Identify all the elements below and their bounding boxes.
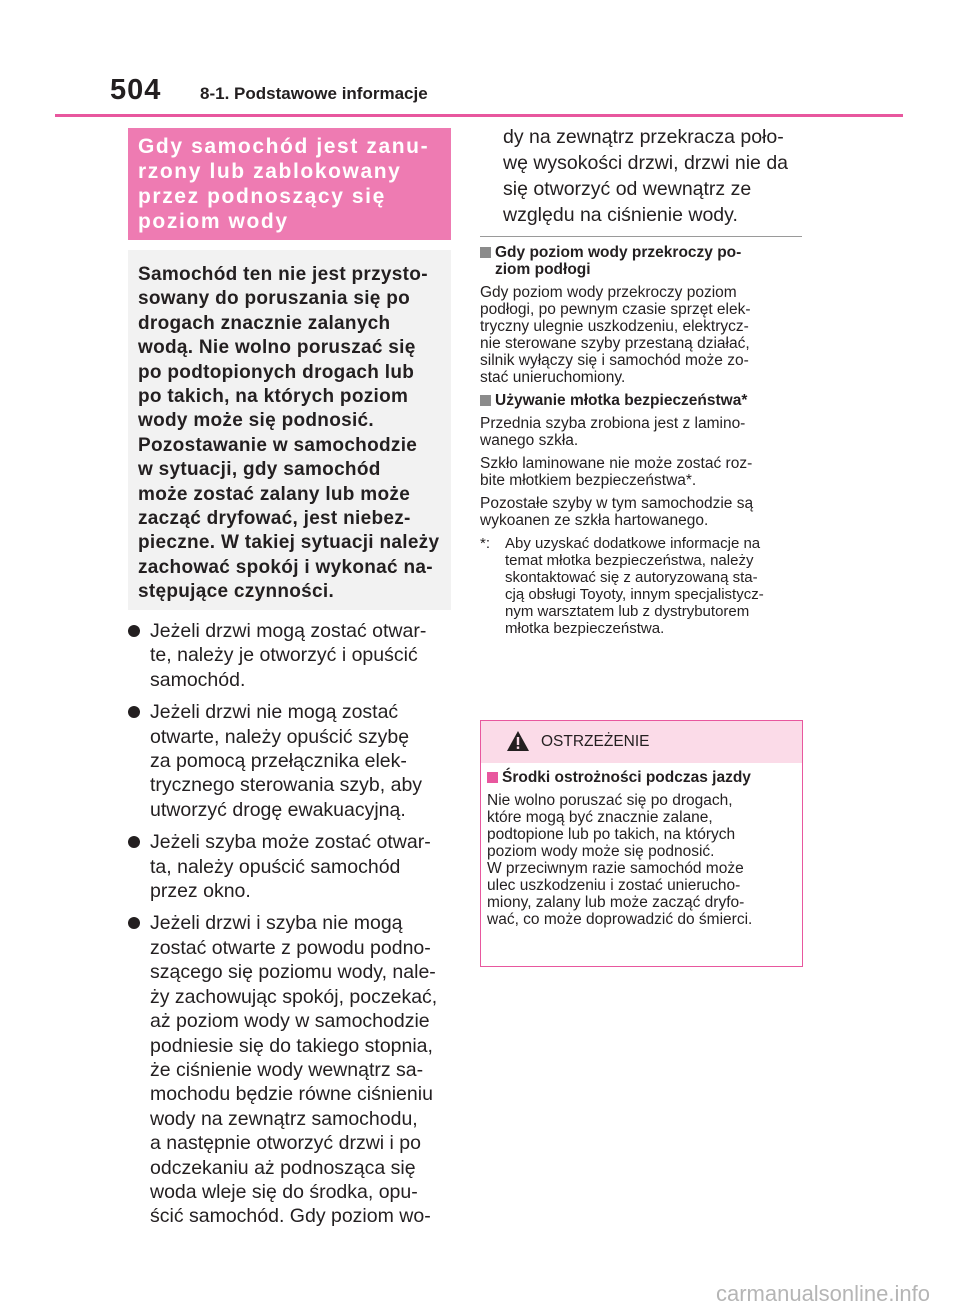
notice-line: wody może się podnosić.	[138, 410, 374, 432]
warning-heading: Środki ostrożności podczas jazdy	[487, 769, 790, 786]
section-title: 8-1. Podstawowe informacje	[200, 84, 428, 103]
page-number: 504	[110, 74, 162, 106]
watermark: carmanualsonline.info	[715, 1281, 930, 1306]
topic-title-line: Gdy samochód jest zanu-	[138, 135, 430, 158]
square-bullet-icon	[480, 247, 491, 258]
notice-line: zachować spokój i wykonać na-	[138, 556, 433, 578]
topic-title-line: przez podnoszący się	[138, 185, 386, 208]
warning-triangle-icon	[506, 730, 530, 752]
continued-text: dy na zewnątrz przekracza poło- wę wysokości drzwi, drzwi nie da się otworzyć od wewnątrz ze względu na ciśnienie wody.	[503, 126, 789, 226]
subsection-heading: Gdy poziom wody przekroczy po- ziom podłogi	[480, 244, 805, 278]
list-item: Jeżeli drzwi mogą zostać otwar- te, należy je otworzyć i opuścić samochód.	[128, 619, 458, 692]
header-divider	[55, 114, 903, 117]
topic-title-box	[128, 128, 451, 240]
bullet-dot-icon	[128, 917, 140, 929]
bullet-dot-icon	[128, 625, 140, 637]
info-sections	[480, 244, 805, 637]
notice-line: sowany do poruszania się po	[138, 288, 411, 310]
warning-text: Nie wolno poruszać się po drogach, które mogą być znacznie zalane, podtopione lub po takich, na których poziom wody może się podnosić. W przeciwnym razie samochód może ulec uszkodzeniu i zostać unierucho- miony, zalany lub może zacząć dryfo- wać, co może doprowadzić do śmierci.	[487, 792, 753, 928]
warning-title: OSTRZEŻENIE	[541, 733, 650, 750]
square-bullet-icon	[480, 395, 491, 406]
warning-header	[481, 721, 802, 763]
topic-title-line: rzony lub zablokowany	[138, 160, 402, 183]
notice-line: Samochód ten nie jest przysto-	[138, 264, 428, 285]
paragraph: Szkło laminowane nie może zostać roz- bite młotkiem bezpieczeństwa*.	[480, 455, 753, 489]
notice-line: pieczne. W takiej sytuacji należy	[138, 532, 440, 554]
notice-line: stępujące czynności.	[138, 581, 335, 603]
paragraph: Pozostałe szyby w tym samochodzie są wykoanen ze szkła hartowanego.	[480, 495, 754, 529]
subsection-heading: Używanie młotka bezpieczeństwa*	[480, 392, 805, 409]
notice-line: w sytuacji, gdy samochód	[138, 459, 381, 481]
notice-line: po takich, na których poziom	[138, 386, 409, 408]
list-item: Jeżeli szyba może zostać otwar- ta, należy opuścić samochód przez okno.	[128, 830, 458, 903]
notice-line: wodą. Nie wolno poruszać się	[138, 337, 416, 359]
notice-line: Pozostawanie w samochodzie	[138, 434, 418, 456]
notice-box	[128, 250, 451, 610]
notice-line: zacząć dryfować, jest niebez-	[138, 508, 411, 530]
warning-box	[480, 720, 803, 967]
square-bullet-icon	[487, 772, 498, 783]
footnote: *: Aby uzyskać dodatkowe informacje na temat młotka bezpieczeństwa, należy skontaktować się z autoryzowaną sta- cją obsługi Toyoty, innym specjalistycz- nym warsztatem lub z dystrybutorem młotka bezpieczeństwa.	[480, 535, 764, 637]
bullet-dot-icon	[128, 836, 140, 848]
warning-body	[481, 763, 802, 928]
footnote-mark: *:	[480, 535, 491, 552]
notice-line: po podtopionych drogach lub	[138, 361, 415, 383]
list-item: Jeżeli drzwi i szyba nie mogą zostać otwarte z powodu podno- szącego się poziomu wody, nale- ży zachowując spokój, poczekać, aż poziom wody w samochodzie podniesie się do takiego stopnia, że ciśnienie wody wewnątrz sa- mochodu będzie równe ciśnieniu wody na zewnątrz samochodu, a następnie otworzyć drzwi i po odczekaniu aż podnosząca się woda wleje się do środka, opu- ścić samochód. Gdy poziom wo-	[128, 911, 458, 1228]
bullet-dot-icon	[128, 706, 140, 718]
section-divider	[480, 236, 802, 237]
procedure-list	[128, 619, 458, 1237]
paragraph: Gdy poziom wody przekroczy poziom podłogi, po pewnym czasie sprzęt elek- tryczny ulegnie uszkodzeniu, elektrycz- nie sterowane szyby przestaną działać, silnik wyłączy się i samochód może zo- stać unieruchomiony.	[480, 284, 751, 386]
notice-line: drogach znacznie zalanych	[138, 312, 391, 334]
notice-line: może zostać zalany lub może	[138, 483, 411, 505]
topic-title-line: poziom wody	[138, 210, 289, 233]
list-item: Jeżeli drzwi nie mogą zostać otwarte, należy opuścić szybę za pomocą przełącznika elek- trycznego sterowania szyb, aby utworzyć drogę ewakuacyjną.	[128, 700, 458, 822]
paragraph: Przednia szyba zrobiona jest z lamino- wanego szkła.	[480, 415, 746, 449]
